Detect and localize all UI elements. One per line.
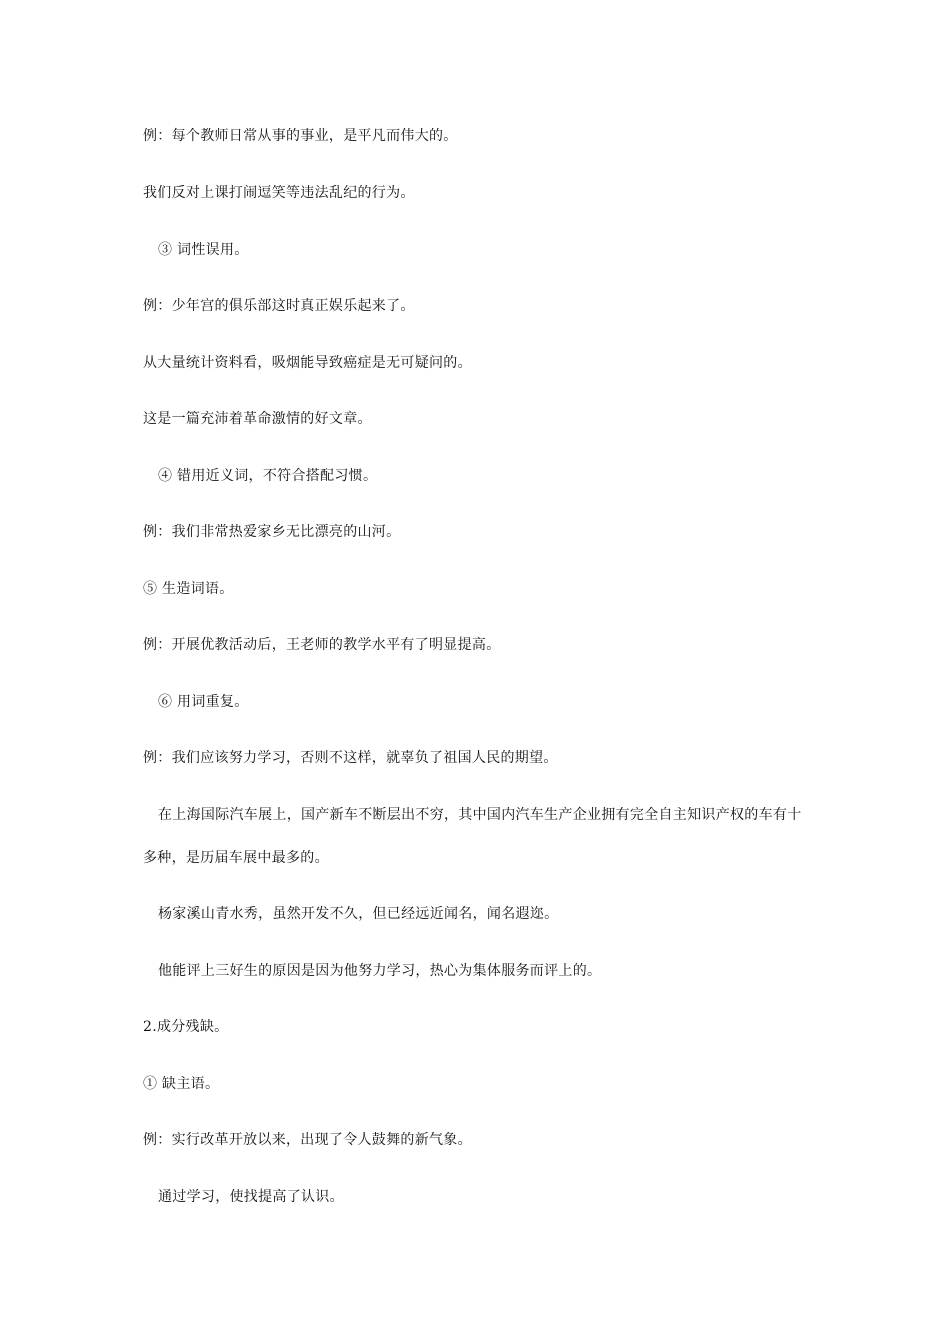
section-heading: ⑥ 用词重复。 — [158, 694, 249, 710]
section-heading: ① 缺主语。 — [143, 1076, 220, 1092]
section-heading: 2.成分残缺。 — [143, 1019, 229, 1035]
text-line: 例：少年宫的俱乐部这时真正娱乐起来了。 — [143, 298, 415, 314]
section-heading: ④ 错用近义词，不符合搭配习惯。 — [158, 468, 378, 484]
section-heading: ⑤ 生造词语。 — [143, 581, 234, 597]
text-line: 例：实行改革开放以来，出现了令人鼓舞的新气象。 — [143, 1132, 472, 1148]
text-line: 例：开展优教活动后，王老师的教学水平有了明显提高。 — [143, 637, 501, 653]
text-line: 他能评上三好生的原因是因为他努力学习，热心为集体服务而评上的。 — [158, 963, 602, 979]
text-line: 通过学习，使找提高了认识。 — [158, 1189, 344, 1205]
text-line: 例：我们非常热爱家乡无比漂亮的山河。 — [143, 524, 401, 540]
text-line: 在上海国际汽车展上，国产新车不断层出不穷，其中国内汽车生产企业拥有完全自主知识产权的车有十 — [158, 807, 802, 823]
text-line: 从大量统计资料看，吸烟能导致癌症是无可疑问的。 — [143, 355, 472, 371]
text-line: 杨家溪山青水秀，虽然开发不久，但已经远近闻名，闻名遐迩。 — [158, 906, 559, 922]
text-line: 这是一篇充沛着革命激情的好文章。 — [143, 411, 372, 427]
text-line: 多种，是历届车展中最多的。 — [143, 850, 329, 866]
text-line: 例：我们应该努力学习，否则不这样，就辜负了祖国人民的期望。 — [143, 750, 558, 766]
section-heading: ③ 词性误用。 — [158, 242, 249, 258]
text-line: 例：每个教师日常从事的事业，是平凡而伟大的。 — [143, 128, 458, 144]
text-line: 我们反对上课打闹逗笑等违法乱纪的行为。 — [143, 185, 415, 201]
